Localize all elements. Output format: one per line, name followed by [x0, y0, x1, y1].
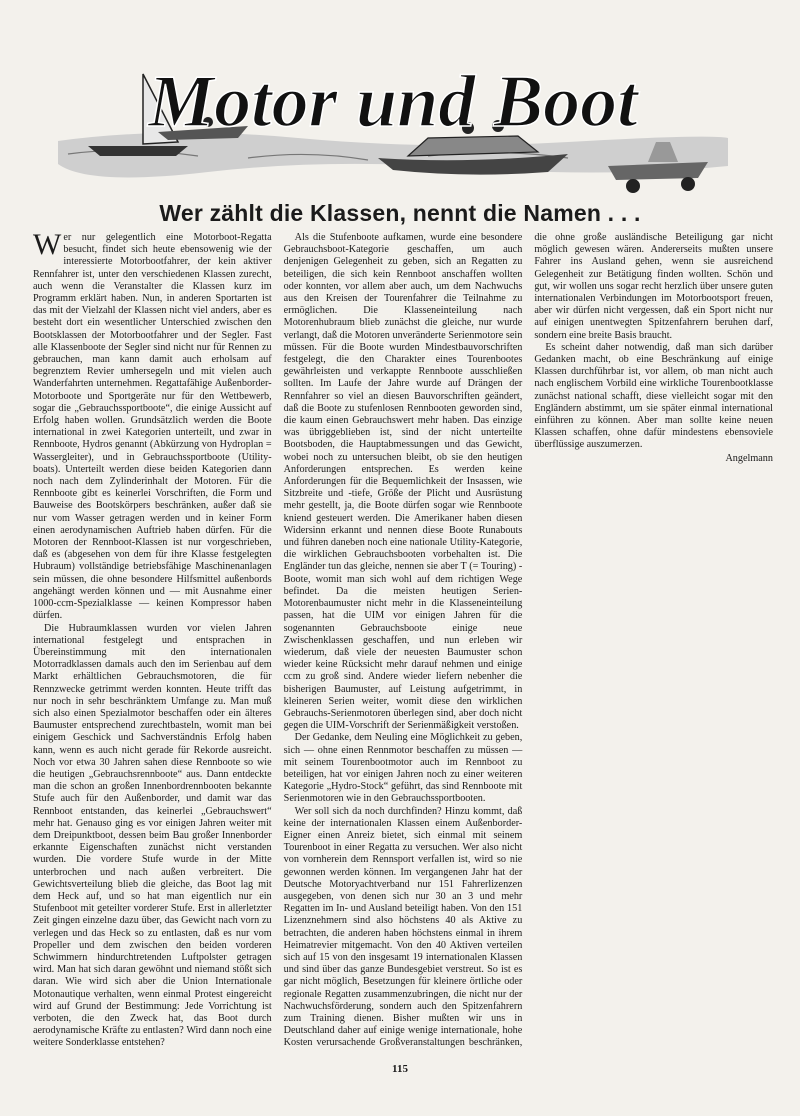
motor-und-boot-banner: [48, 46, 732, 196]
paragraph-3: Als die Stufenboote aufkamen, wurde eine besondere Gebrauchsboot-Kategorie geschaffen, um auch denjenigen Gelegenheit zu geben, sich an Regatten zu beteiligen, die sich kein Rennboot anschaffen wollten oder konnten, vor allem aber auch, um dem Nachwuchs aus den Kreisen der Tourenfahrer die Teilnahme zu ermöglichen. Die Klasseneinteilung nach Motorenhubraum blieb zunächst die gleiche, nur wurde verlangt, daß die Motoren unveränderte Serienmotore sein müssen. Für die Boote wurden Mindestbauvorschriften festgelegt, die den Charakter eines Tourenbootes gewährleisten und verkappte Rennboote ausschließen sollten. Im Laufe der Jahre wurde auf Drängen der Rennfahrer so viel an diesen Bauvorschriften geändert, daß die Boote zu stufenlosen Rennbooten geworden sind, die kaum einen Gebrauchswert mehr haben. Das einzige was übriggeblieben ist, sind der nicht unterteilte Bootsboden, die Hauptabmessungen und das Gewicht, wobei noch zu untersuchen bleibt, ob sie den heutigen Anforderungen entsprechen. Es werden keine Anforderungen für die Bequemlichkeit der Insassen, wie Sitzbreite und -tiefe, Größe der Plicht und Ausrüstung mehr gestellt, ja, die Boote dürfen sogar wie Rennboote kniend gesteuert werden. Die Amerikaner haben diesen Widersinn erkannt und nennen diese Boote Runabouts und führen daneben noch eine nationale Utility-Kategorie, die wirklichen Gebrauchsbooten vorbehalten ist. Die Engländer tun das gleiche, nennen sie aber T (= Touring) -Boote, womit man sich wohl auf dem richtigen Wege befindet. Da die meisten heutigen Serien-Motorenbaumuster nicht mehr in die Klasseneinteilung passen, hat die UIM vor einigen Jahren für die sogenannten Gebrauchsboote einige neue Zwischenklassen geschaffen, und nun erleben wir wiederum, daß viele der neuesten Baumuster schon wieder keine Rücksicht mehr darauf nehmen und einige ccm zu groß sind. Andere wieder liefern nebenher die bisherigen Baumuster, auf Leistung aufgetrimmt, in kleineren Serien weiter, womit diese den wirklichen Gebrauchs-Serienmotoren überlegen sind, aber doch nicht gegen die UIM-Vorschrift der Serienmäßigkeit verstoßen.: [283, 232, 523, 732]
paragraph-6: Es scheint daher notwendig, daß man sich darüber Gedanken macht, ob eine Beschränkung auf einige Klassen durchführbar ist, vor allem, ob man nicht auch nach englischem Vorbild eine wirkliche Tourenbootklasse zunächst national schafft, diese vielleicht sogar mit den Engländern abstimmt, um sie später einmal international einführen zu können. Aber man sollte keine neuen Klassen schaffen, ohne dafür mindestens ebensoviele überflüssige auszumerzen.: [534, 341, 773, 451]
drop-cap: W: [33, 232, 62, 261]
article-body: [33, 232, 773, 1058]
author-signature: Angelmann: [725, 452, 773, 464]
paragraph-1: [33, 232, 272, 623]
page-number: 115: [392, 1063, 408, 1075]
boat-illustration: [48, 46, 732, 196]
paragraph-2: Die Hubraumklassen wurden vor vielen Jahren international festgelegt und entsprachen in Übereinstimmung mit den internationalen Motorradklassen damals auch den im Serienbau auf dem Markt erhältlichen Gebrauchsmotoren, die für Rennzwecke getrimmt werden konnten. Heute trifft das nur noch in sehr beschränktem Umfange zu. Man muß sich also einen Spezialmotor beschaffen oder ein älteres Baumuster entsprechend zurechtbasteln, womit man bei einigem Geschick und Sachverständnis Erfolg haben kann, wenn es auch nicht gerade für Rekorde ausreicht. Noch vor etwa 30 Jahren sahen diese Rennboote so wie die heutigen „Gebrauchsrennboote“ aus. Dann entdeckte man die schon an großen Innenbordrennbooten bekannte Stufe auch für den Außenborder, und damit war das Rennboot entstanden, das keinerlei „Gebrauchswert“ mehr hat. Genauso ging es vor einigen Jahren weiter mit dem Dreipunktboot, dessen beim Bau großer Innenborder erkannte Eigenschaften zunächst nicht verstanden wurden. Die vordere Stufe wurde in der Mitte unterbrochen und nach außen verbreitert. Die Gewichtsverteilung blieb die gleiche, das Boot lag mit dem Heck auf, und so hat man eigentlich nur ein Stufenboot mit geteilter vorderer Stufe. Erst in allerletzter Zeit gingen einzelne dazu über, das Gewicht nach vorn zu verlegen und das Heck so zu entlasten, daß es nur vom Propeller und dem zwischen den beiden vorderen Schwimmern hindurchtretenden Luftpolster getragen wird. Man hat sich daran gewöhnt und niemand stößt sich daran. Wie wird sich aber die Union Internationale Motonautique verhalten, wenn einmal Protest eingereicht wird auf Grund der Bestimmung: Jede Vorrichtung ist verboten, die den Zweck hat, das Boot durch aerodynamische Kräfte zu entlasten? Wird dann noch eine weitere Sonderklasse entstehen?: [33, 622, 272, 1049]
banner-title: Motor und Boot: [148, 61, 638, 143]
paragraph-5: Wer soll sich da noch durchfinden? Hinzu kommt, daß keine der internationalen Klassen einem Außenborder-Eigner einen Anreiz bietet, sich einmal mit seinem Tourenboot in einer Regatta zu versuchen. Wer also nicht von vornherein dem Rennsport verfallen ist, wird so nie gewonnen werden können. Im vergangenen Jahr hat der Deutsche Motoryachtverband nur 151 Fahrerlizenzen ausgegeben, von denen sich nur 30 an 3 und mehr Regatten im In- und Ausland beteiligt haben. Von den 151 Lizenznehmern sind also höchstens 40 als Aktive zu betrachten, die anderen haben höchstens einmal in ihrem Heimatrevier mitgemacht. Von den 40 Aktiven verteilen sich auf 15 von den insgesamt 19 internationalen Klassen und sind über das ganze Bundesgebiet verstreut. So ist es gar nicht möglich, Besetzungen für kleinere örtliche oder regionale Regatten zusammenzubringen, die nicht nur der Nachwuchsförderung, sondern auch den Spitzenfahrern zum Training dienen. Bisher mußten wir uns in Deutschland daher auf einige wenige internationale, hohe Kosten verursachende Großveranstaltungen beschränken, die ohne große ausländische Beteiligung gar nicht möglich gewesen wären. Andererseits mußten unsere Fahrer ins Ausland gehen, wenn sie ausreichend Gelegenheit zur Betätigung finden wollten. Schön und gut, wir wollen uns sogar recht herzlich über unsere guten internationalen Verbindungen im Motorbootsport freuen, aber wir dürfen nicht vergessen, daß ein Sport nicht nur auf einigen unentwegten Spitzenfahrern beruhen darf, sondern eine breite Basis braucht.: [283, 232, 773, 1049]
paragraph-4: Der Gedanke, dem Neuling eine Möglichkeit zu geben, sich — ohne einen Rennmotor beschaffen zu müssen — mit seinem Tourenbootmotor auch im Rennboot zu beteiligen, hat vor einigen Jahren noch zu einer weiteren Kategorie „Hydro-Stock“ geführt, das sind Rennboote mit Serienmotoren wie in den Gebrauchssportbooten.: [283, 732, 523, 805]
paragraph-1-text: er nur gelegentlich eine Motorboot-Regatta besucht, findet sich heute ebensowenig wie der interessierte Motorbootfahrer, der kein aktiver Rennfahrer ist, unter den verschiedenen Klassen zurecht, auch wenn die Veranstalter die Klassen kurz im Programm erklärt haben. Nun, in anderen Sportarten ist das mit der Vielzahl der Klassen nicht viel anders, aber es besteht dort ein wesentlicher Unterschied zwischen den Bootsklassen der Motorbootfahrer und der Segler. Fast alle Klassenboote der Segler sind nicht nur für Rennen zu gebrauchen, man kann damit auch erholsam auf begrenztem Revier umhersegeln und mit vielen auch Wanderfahrten unternehmen. Regattafähige Außenborder-Motorboote und Sportgeräte nur für den Wettbewerb, sogar die „Gebrauchssportboote“, die einige Aussicht auf Erfolg haben wollen. Grundsätzlich werden die Boote international in zwei Kategorien unterteilt, und zwar in Rennboote, Hydros genannt (Abkürzung von Hydroplan = Wassergleiter), und in Gebrauchssportboote (Utility-boats). Unterteilt werden diese beiden Kategorien dann noch nach dem Zylinderinhalt der Motoren. Für die Rennboote gibt es keinerlei Vorschriften, die Form und Bauweise des Bootskörpers beschränken, außer daß sie nur vom Wasser getragen werden und in keiner Form einen aerodynamischen Auftrieb haben dürfen. Für die Motoren der Rennboot-Klassen ist nur vorgeschrieben, daß es (abgesehen von dem für ihre Klasse festgelegten Hubraum) vollständige betriebsfähige Maschinenanlagen sein müssen, die ohne besondere Hilfsmittel außenbords angehängt werden können und — mit Ausnahme einer 1000-ccm-Spezialklasse — keinen Kompressor haben dürfen.: [33, 232, 272, 622]
article-headline: Wer zählt die Klassen, nennt die Namen . . .: [159, 200, 641, 226]
